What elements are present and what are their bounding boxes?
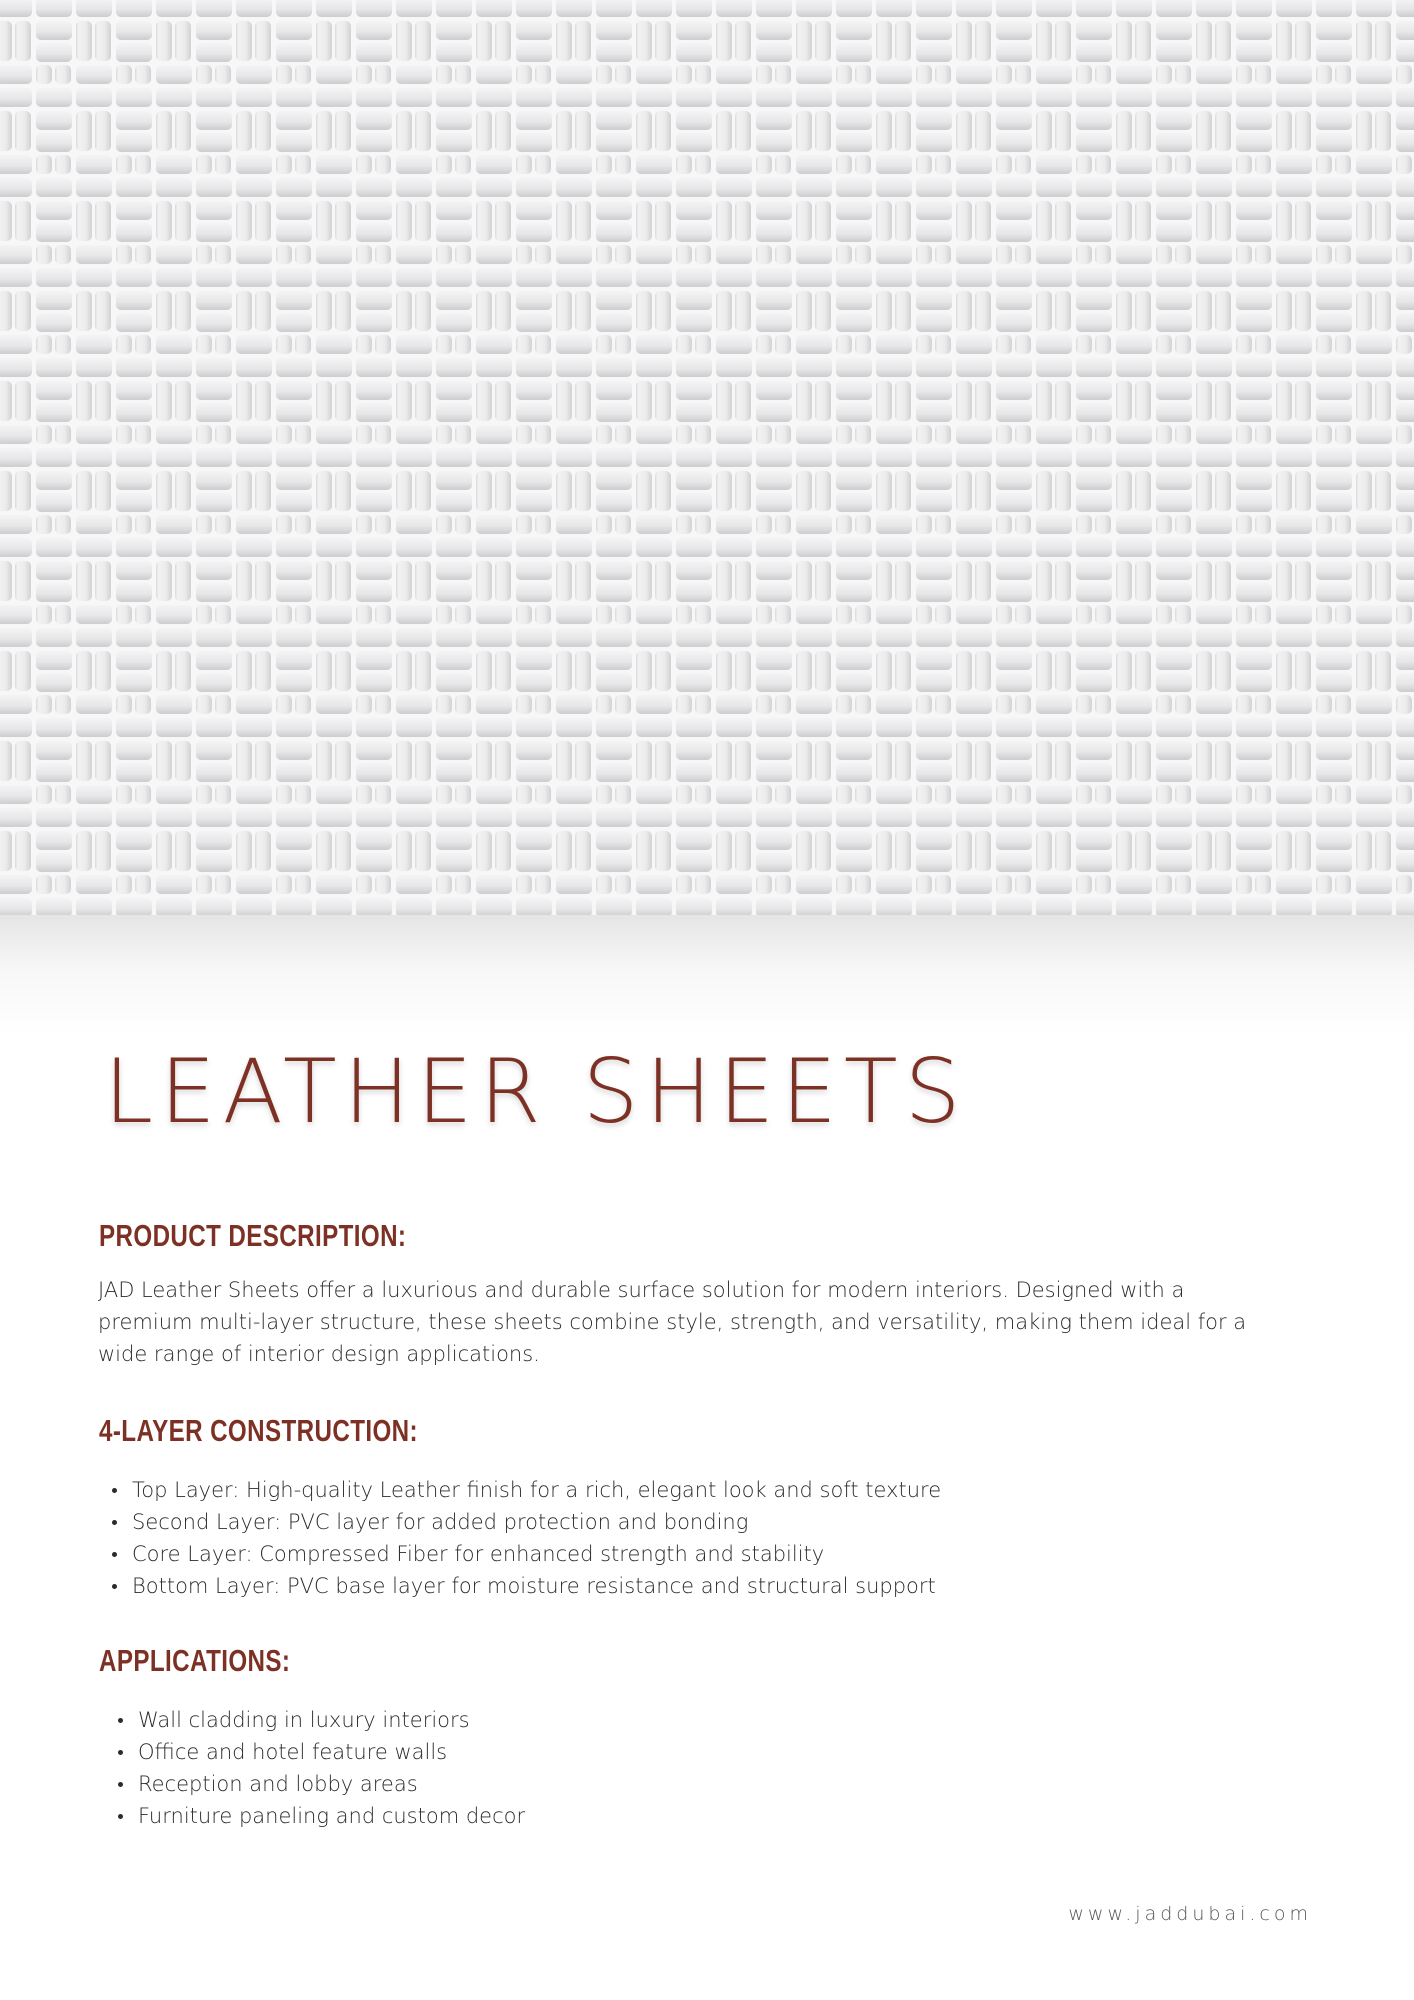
construction-list (110, 1474, 941, 1602)
hero-bottom-shadow (0, 915, 1414, 1035)
list-item: Office and hotel feature walls (116, 1736, 525, 1768)
applications-list (116, 1704, 525, 1832)
list-item: Top Layer: High-quality Leather finish for a rich, elegant look and soft texture (110, 1474, 941, 1506)
applications-heading: APPLICATIONS: (99, 1643, 291, 1678)
list-item: Second Layer: PVC layer for added protection and bonding (110, 1506, 941, 1538)
hero-leather-texture-image (0, 0, 1414, 915)
construction-heading: 4-LAYER CONSTRUCTION: (99, 1413, 418, 1448)
list-item: Core Layer: Compressed Fiber for enhanced strength and stability (110, 1538, 941, 1570)
list-item: Wall cladding in luxury interiors (116, 1704, 525, 1736)
list-item: Bottom Layer: PVC base layer for moisture resistance and structural support (110, 1570, 941, 1602)
list-item: Reception and lobby areas (116, 1768, 525, 1800)
product-description-heading: PRODUCT DESCRIPTION: (99, 1218, 407, 1253)
website-url[interactable]: www.jaddubai.com (1068, 1903, 1312, 1925)
list-item: Furniture paneling and custom decor (116, 1800, 525, 1832)
page-title: LEATHER SHEETS (104, 1040, 968, 1143)
product-description-text: JAD Leather Sheets offer a luxurious and durable surface solution for modern interiors. Designed with a premium multi-layer structure, these sheets combine style, strength, and versatility, making them ideal for a wide range of interior design applications. (98, 1278, 1247, 1366)
woven-leather-pattern (0, 0, 1414, 915)
